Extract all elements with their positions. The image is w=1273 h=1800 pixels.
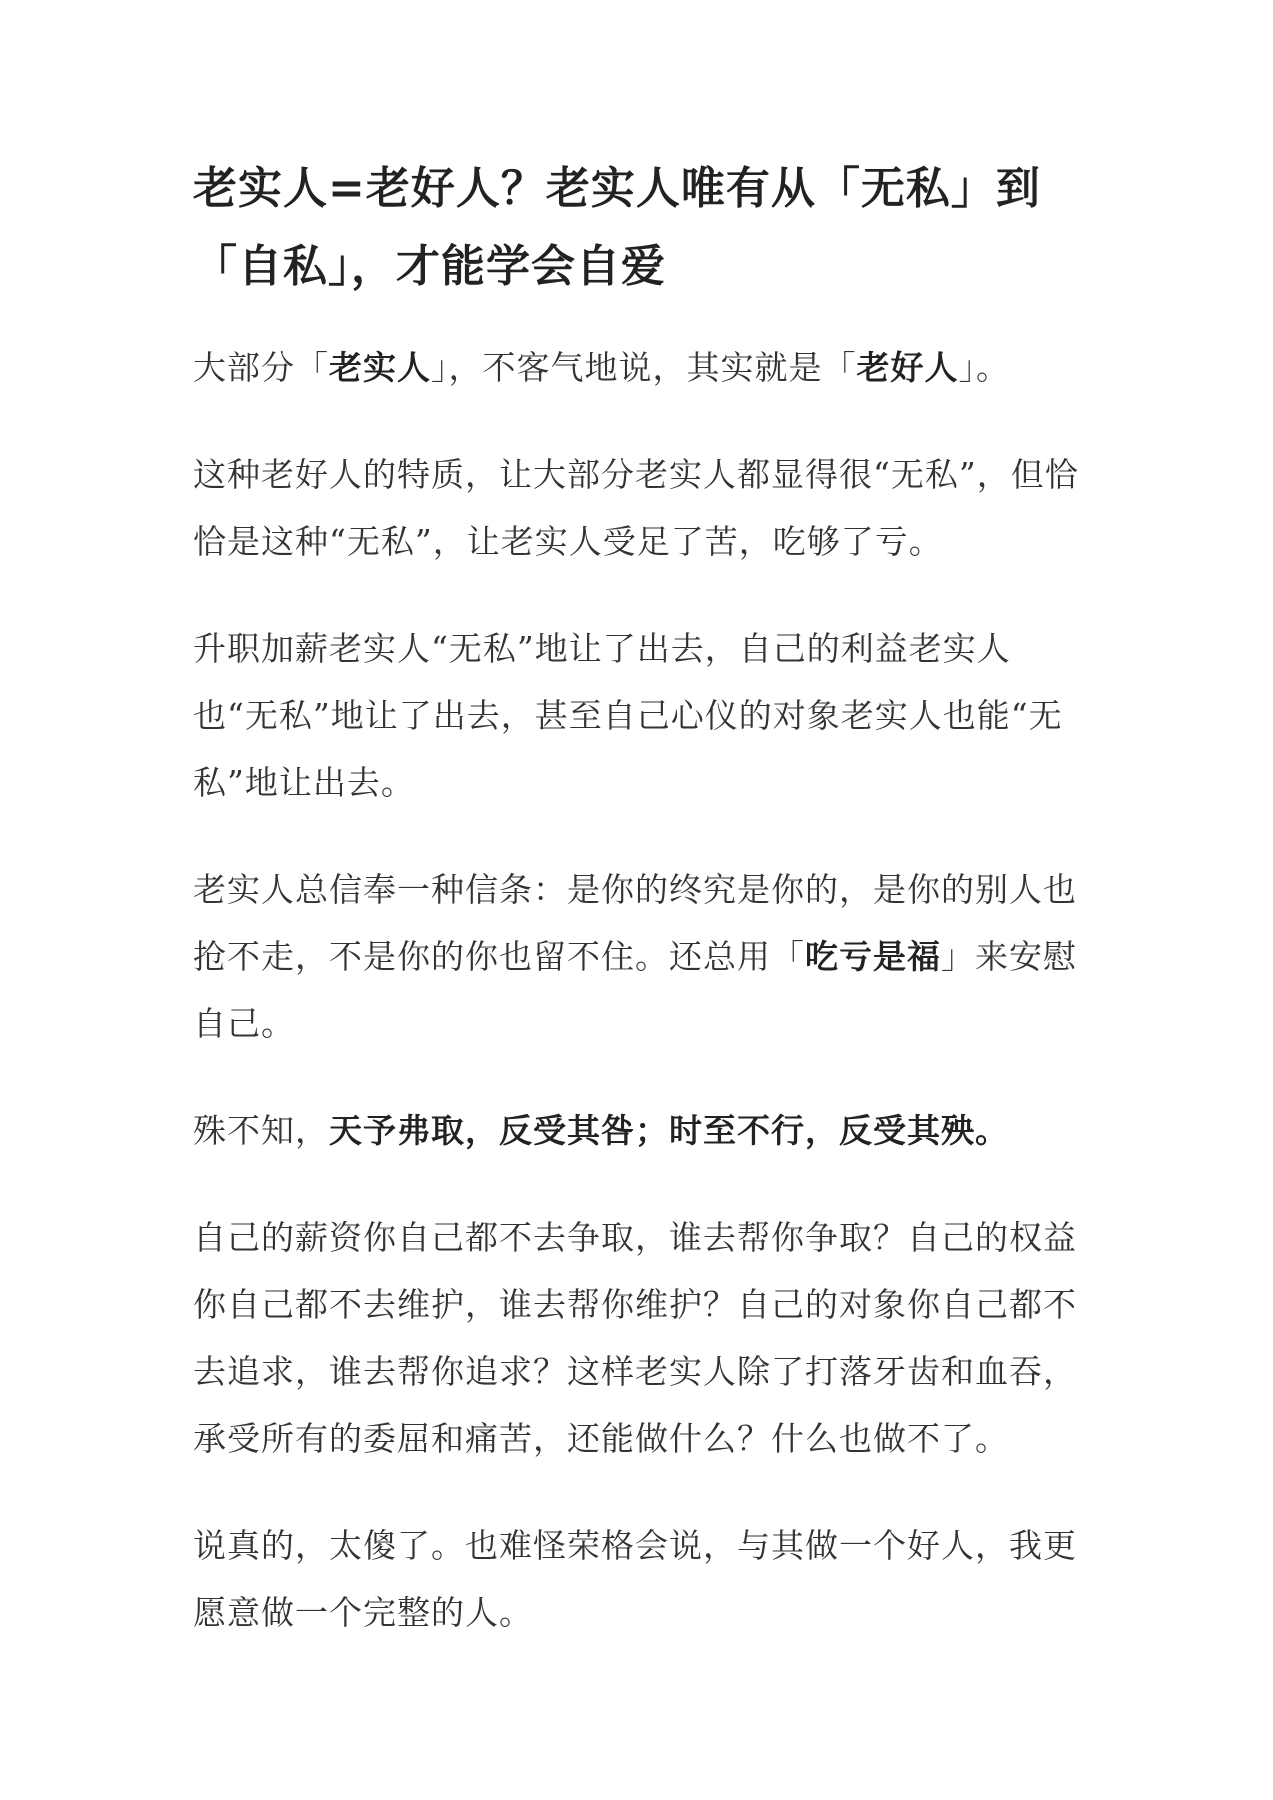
article-title: 老实人=老好人？老实人唯有从「无私」到「自私」，才能学会自爱 <box>193 163 1041 292</box>
paragraph-text: 升职加薪老实人“无私”地让了出去，自己的利益老实人也“无私”地让了出去，甚至自己心仪的对象老实人也能“无私”地让出去。 <box>193 629 1063 802</box>
article <box>193 150 1093 1686</box>
article-paragraph <box>193 1512 1093 1646</box>
emphasis-text: 老好人 <box>856 348 959 387</box>
paragraph-text: 」来安慰自己。 <box>193 937 1077 1043</box>
paragraph-text: 老实人总信奉一种信条：是你的终究是你的，是你的别人也抢不走，不是你的你也留不住。还总用「 <box>193 870 1077 976</box>
paragraph-text: 殊不知， <box>193 1111 329 1150</box>
article-paragraph <box>193 856 1093 1057</box>
article-paragraph <box>193 1097 1093 1164</box>
article-paragraph <box>193 334 1093 401</box>
article-paragraph <box>193 1204 1093 1472</box>
emphasis-text: 老实人 <box>329 348 431 387</box>
paragraph-text: 大部分「 <box>193 348 329 387</box>
paragraph-text: 」，不客气地说，其实就是「 <box>431 348 857 387</box>
article-paragraph <box>193 441 1093 575</box>
paragraph-text: 这种老好人的特质，让大部分老实人都显得很“无私”，但恰恰是这种“无私”，让老实人受足了苦，吃够了亏。 <box>193 455 1079 561</box>
paragraph-text: 自己的薪资你自己都不去争取，谁去帮你争取？自己的权益你自己都不去维护，谁去帮你维护？自己的对象你自己都不去追求，谁去帮你追求？这样老实人除了打落牙齿和血吞，承受所有的委屈和痛苦，还能做什么？什么也做不了。 <box>193 1218 1077 1458</box>
emphasis-text: 吃亏是福 <box>805 937 941 976</box>
emphasis-text: 天予弗取，反受其咎；时至不行，反受其殃。 <box>329 1111 1009 1150</box>
article-paragraph <box>193 615 1093 816</box>
paragraph-text: 说真的，太傻了。也难怪荣格会说，与其做一个好人，我更愿意做一个完整的人。 <box>193 1526 1077 1632</box>
article-body <box>193 334 1093 1646</box>
paragraph-text: 」。 <box>958 348 1010 387</box>
